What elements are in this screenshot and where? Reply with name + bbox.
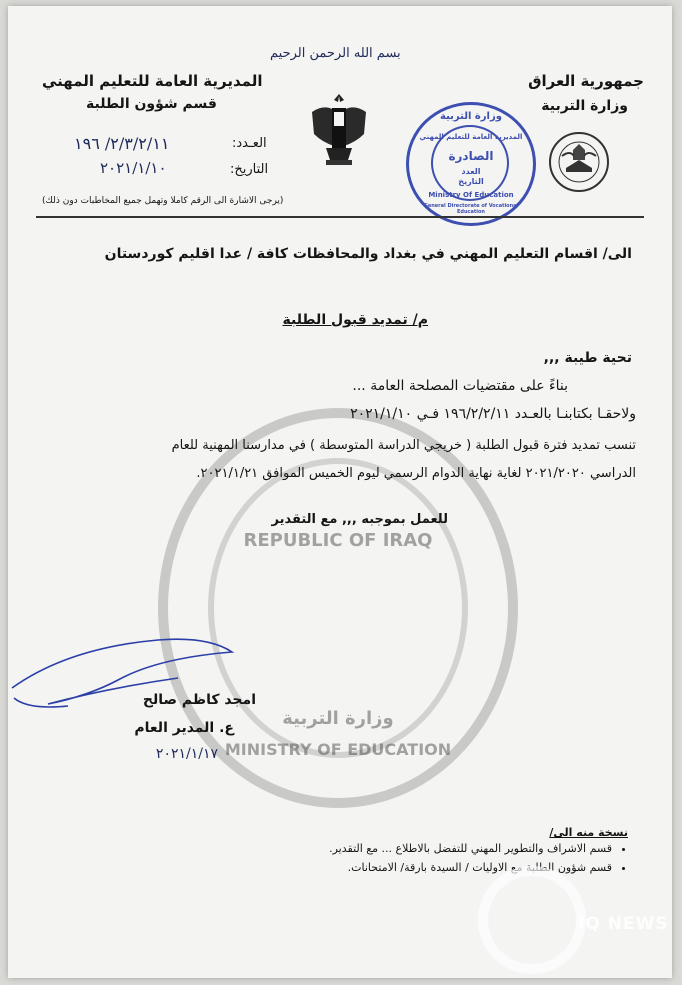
seal-en-top: REPUBLIC OF IRAQ	[243, 530, 433, 551]
reference-note: (يرجى الاشارة الى الرقم كاملا وتهمل جميع المخاطبات دون ذلك)	[42, 196, 284, 206]
stamp-date: التاريخ	[458, 177, 484, 186]
watermark-text: IQ NEWS	[578, 914, 669, 934]
paragraph-3-line-2: الدراسي ٢٠٢١/٢٠٢٠ لغاية نهاية الدوام الرسمي ليوم الخميس الموافق ٢٠٢١/١/٢١.	[196, 466, 636, 481]
number-value: ٢/٣/٢/١١/ ١٩٦	[74, 134, 170, 153]
issuance-stamp	[406, 102, 536, 226]
header-divider	[36, 216, 644, 218]
basmala: بسم الله الرحمن الرحيم	[270, 46, 401, 61]
signature-date: ٢٠٢١/١/١٧	[155, 746, 218, 762]
ministry-logo	[540, 130, 618, 194]
iraq-eagle-emblem	[304, 90, 374, 168]
paragraph-1: بناءً على مقتضيات المصلحة العامة ...	[352, 378, 568, 394]
signatory-name: امجد كاظم صالح	[142, 692, 256, 708]
greeting: تحية طيبة ,,,	[543, 350, 632, 366]
closing-line: للعمل بموجبه ,,, مع التقدير	[271, 512, 448, 527]
paragraph-3-line-1: تنسب تمديد فترة قبول الطلبة ( خريجي الدراسة المتوسطة ) في مدارسنا المهنية للعام	[171, 438, 636, 453]
copies-item: • قسم الاشراف والتطوير المهني للتفضل بالاطلاع ... مع التقدير.	[329, 842, 612, 855]
number-label: العـدد:	[232, 136, 267, 151]
letter-page	[8, 6, 672, 978]
date-value: ٢٠٢١/١/١٠	[100, 159, 167, 177]
copies-heading: نسخة منه الى/	[549, 826, 628, 839]
date-label: التاريخ:	[230, 162, 269, 177]
seal-ar: وزارة التربية	[282, 708, 394, 729]
subject: م/ تمديد قبول الطلبة	[282, 312, 428, 328]
stamp-ministry: وزارة التربية	[440, 111, 502, 122]
org-left-line-1: المديرية العامة للتعليم المهني	[42, 72, 263, 90]
stamp-en-directorate: General Directorate of Vocational Education	[423, 203, 519, 215]
org-left-line-2: قسم شؤون الطلبة	[86, 96, 217, 112]
stamp-directorate: المديرية العامة للتعليم المهني	[419, 133, 523, 141]
addressee: الى/ اقسام التعليم المهني في بغداد والمحافظات كافة / عدا اقليم كوردستان	[104, 246, 632, 262]
signatory-title: ع. المدير العام	[134, 720, 234, 736]
paragraph-2: ولاحقـا بكتابنـا بالعـدد ١٩٦/٢/٢/١١ فـي ٢٠٢١/١/١٠	[350, 406, 636, 422]
watermark-logo	[478, 866, 586, 974]
copies-item: • قسم شؤون الطلبة مع الاوليات / السيدة بارقة/ الامتحانات.	[329, 861, 612, 874]
seal-en-bottom: MINISTRY OF EDUCATION	[224, 740, 452, 759]
stamp-en-ministry: Ministry Of Education	[428, 191, 514, 199]
copies-list	[329, 842, 628, 880]
org-right-line-1: جمهورية العراق	[528, 72, 644, 90]
org-right-line-2: وزارة التربية	[541, 98, 628, 114]
stamp-number: العدد	[461, 167, 481, 176]
stamp-issued: الصادرة	[448, 149, 494, 163]
